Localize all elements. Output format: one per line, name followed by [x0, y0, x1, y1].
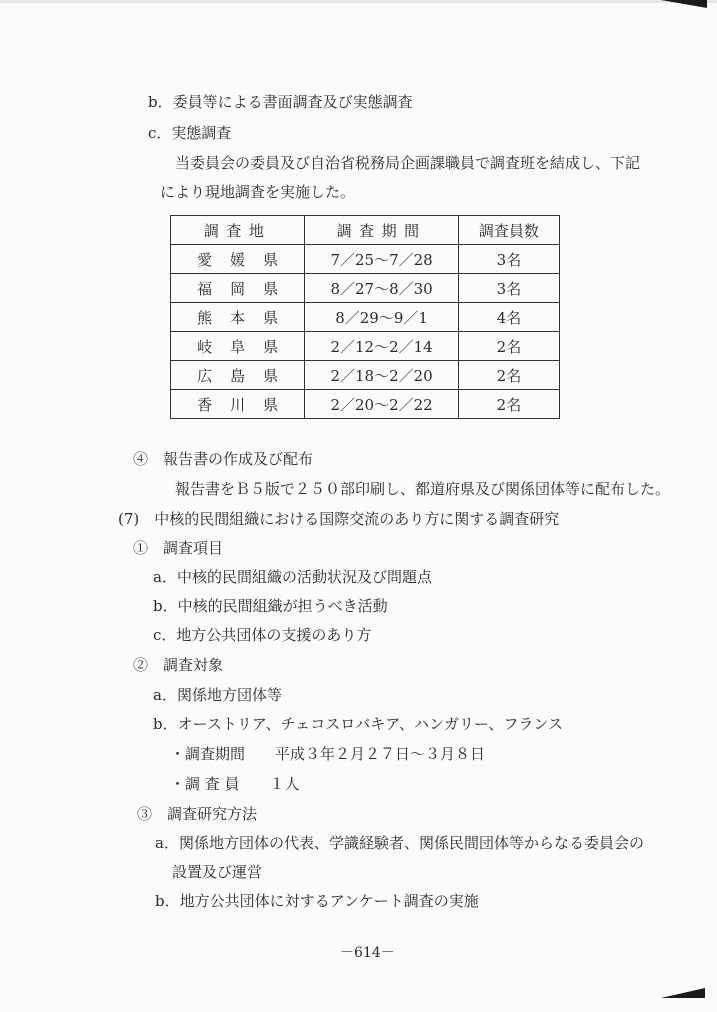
section-7-heading: (7) 中核的民間組織における国際交流のあり方に関する調査研究 [118, 510, 560, 528]
header-period: 調査期間 [305, 216, 459, 245]
subsection-1-heading: ① 調査項目 [133, 539, 224, 557]
cell-members: 4名 [458, 303, 559, 332]
cell-location: 愛媛県 [171, 245, 305, 274]
cell-period: 8／27～8／30 [305, 274, 459, 303]
page-number: －614－ [340, 945, 395, 961]
subsection-2-item-a: a．関係地方団体等 [153, 686, 282, 704]
scan-top-edge [0, 0, 717, 3]
cell-period: 8／29～9／1 [305, 303, 459, 332]
cell-period: 2／18～2／20 [305, 361, 459, 390]
subsection-1-item-c: c．地方公共団体の支援のあり方 [153, 626, 372, 644]
subsection-2-heading: ② 調査対象 [133, 656, 224, 674]
cell-location: 岐阜県 [171, 332, 305, 361]
subsection-1-item-a: a．中核的民間組織の活動状況及び問題点 [153, 568, 432, 586]
item-b-written-survey: b．委員等による書面調査及び実態調査 [148, 93, 413, 111]
cell-members: 2名 [458, 332, 559, 361]
item-4-report-body: 報告書をＢ５版で２５０部印刷し、都道府県及び関係団体等に配布した。 [175, 480, 671, 498]
table-row [171, 390, 560, 419]
table-row [171, 332, 560, 361]
field-survey-body-line1: 当委員会の委員及び自治省税務局企画課職員で調査班を結成し、下記 [175, 154, 641, 172]
scan-corner-mark-bottom [661, 988, 705, 998]
item-c-field-survey: c．実態調査 [148, 124, 232, 142]
cell-period: 7／25～7／28 [305, 245, 459, 274]
table-row [171, 274, 560, 303]
header-members: 調査員数 [458, 216, 559, 245]
table-row [171, 303, 560, 332]
survey-members-line: ・調 査 員 １人 [170, 775, 300, 793]
item-4-report: ④ 報告書の作成及び配布 [133, 450, 314, 468]
cell-period: 2／12～2／14 [305, 332, 459, 361]
cell-location: 香川県 [171, 390, 305, 419]
cell-members: 3名 [458, 245, 559, 274]
cell-location: 広島県 [171, 361, 305, 390]
table-row [171, 245, 560, 274]
subsection-3-item-a-line2: 設置及び運営 [172, 863, 263, 881]
cell-period: 2／20～2／22 [305, 390, 459, 419]
subsection-3-item-b: b．地方公共団体に対するアンケート調査の実施 [155, 892, 479, 910]
cell-members: 3名 [458, 274, 559, 303]
survey-table-header-row [171, 216, 560, 245]
subsection-3-item-a-line1: a．関係地方団体の代表、学識経験者、関係民間団体等からなる委員会の [155, 834, 644, 852]
scan-corner-mark-top [661, 0, 707, 8]
survey-table [170, 215, 560, 419]
cell-members: 2名 [458, 361, 559, 390]
table-row [171, 361, 560, 390]
field-survey-body-line2: により現地調査を実施した。 [160, 183, 356, 201]
cell-location: 福岡県 [171, 274, 305, 303]
subsection-1-item-b: b．中核的民間組織が担うべき活動 [153, 597, 388, 615]
cell-members: 2名 [458, 390, 559, 419]
header-location: 調査地 [171, 216, 305, 245]
subsection-2-item-b: b．オーストリア、チェコスロバキア、ハンガリー、フランス [153, 715, 563, 733]
cell-location: 熊本県 [171, 303, 305, 332]
survey-period-line: ・調査期間 平成３年２月２７日～３月８日 [170, 745, 486, 763]
subsection-3-heading: ③ 調査研究方法 [137, 805, 258, 823]
